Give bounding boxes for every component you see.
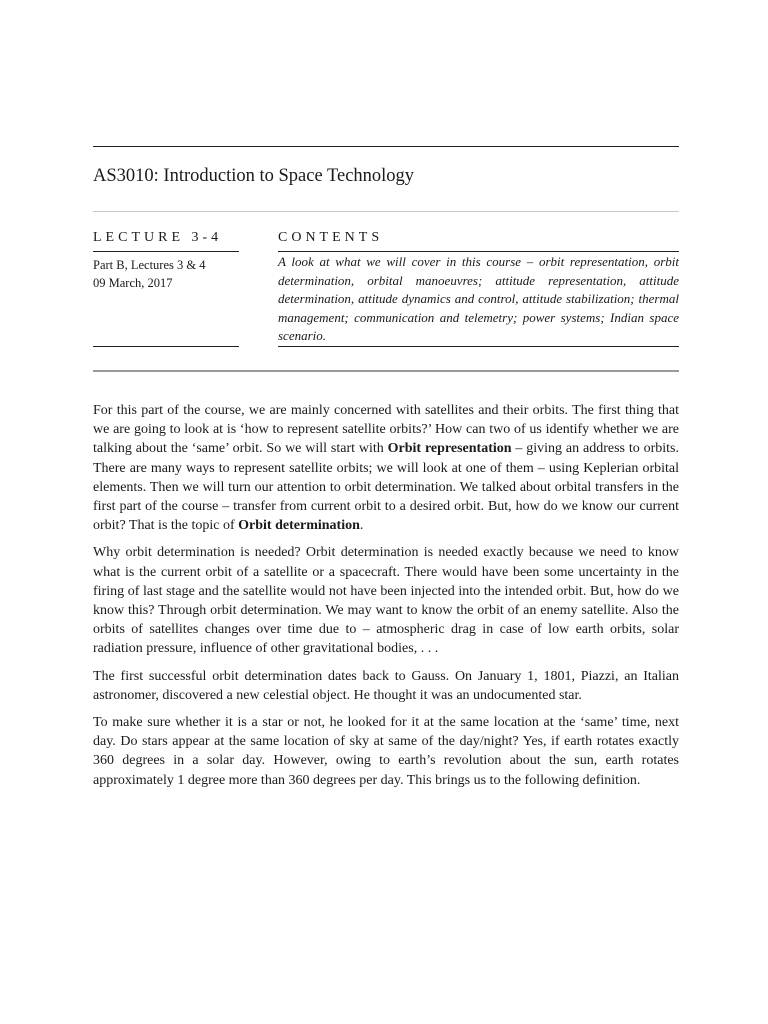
- term-orbit-determination: Orbit determination: [238, 518, 360, 534]
- lecture-date: 09 March, 2017: [93, 276, 173, 290]
- paragraph-1: [93, 401, 679, 535]
- paragraph-1-text-a: For this part of the course, we are mainly concerned with satellites and their orbits. The first thing that we are going to look at is ‘how to represent satellite orbits?’ How can two of us identify whether we are talking about the ‘same’ orbit. So we will start with: [93, 403, 679, 457]
- paragraph-3: The first successful orbit determination dates back to Gauss. On January 1, 1801, Piazzi, an Italian astronomer, discovered a new celestial object. He thought it was an undocumented star.: [93, 668, 679, 703]
- contents-heading: CONTENTS: [278, 230, 384, 245]
- lecture-rule-bottom: [93, 346, 239, 347]
- paragraph-2: Why orbit determination is needed? Orbit determination is needed exactly because we need to know what is the current orbit of a satellite or a spacecraft. There would have been some uncertainty in the firing of last stage and the satellite would not have been injected into the intended orbit. But, how do we know this? Through orbit determination. We may want to know the orbit of an enemy satellite. Also the orbits of satellites changes over time due to – atmospheric drag in case of low earth orbits, solar radiation pressure, influence of other gravitational bodies, . . .: [93, 545, 679, 657]
- lecture-parts: Part B, Lectures 3 & 4: [93, 258, 206, 272]
- contents-text: A look at what we will cover in this course – orbit representation, orbit determination, orbital manoeuvres; attitude representation, attitude determination, attitude dynamics and control, attitude stabilization; thermal management; communication and telemetry; power systems; Indian space scenario.: [278, 254, 679, 344]
- paragraph-4: To make sure whether it is a star or not, he looked for it at the same location at the ‘same’ time, next day. Do stars appear at the same location of sky at same of the day/night? Yes, if earth rotates exactly 360 degrees in a solar day. However, owing to earth’s revolution about the sun, earth rotates approximately 1 degree more than 360 degrees per day. This brings us to the following definition.: [93, 715, 679, 788]
- lecture-meta: [93, 256, 205, 292]
- term-orbit-representation: Orbit representation: [387, 441, 512, 457]
- lecture-rule: [93, 251, 239, 252]
- contents-rule-bottom: [278, 346, 679, 347]
- header-bottom-rule: [93, 370, 679, 372]
- lecture-heading: LECTURE 3-4: [93, 230, 223, 245]
- body-text: [93, 401, 679, 798]
- contents-rule: [278, 251, 679, 252]
- title-divider: [93, 211, 679, 212]
- top-rule: [93, 146, 679, 147]
- course-title: AS3010: Introduction to Space Technology: [93, 166, 415, 186]
- paragraph-1-text-b: – giving an address to orbits. There are many ways to represent satellite orbits; we will look at one of them – using Keplerian orbital elements. Then we will turn our attention to orbit determination. We talked about orbital transfers in the first part of the course – transfer from current orbit to a desired orbit. But, how do we know our current orbit? That is the topic of: [93, 441, 680, 534]
- paragraph-1-text-c: .: [359, 518, 364, 534]
